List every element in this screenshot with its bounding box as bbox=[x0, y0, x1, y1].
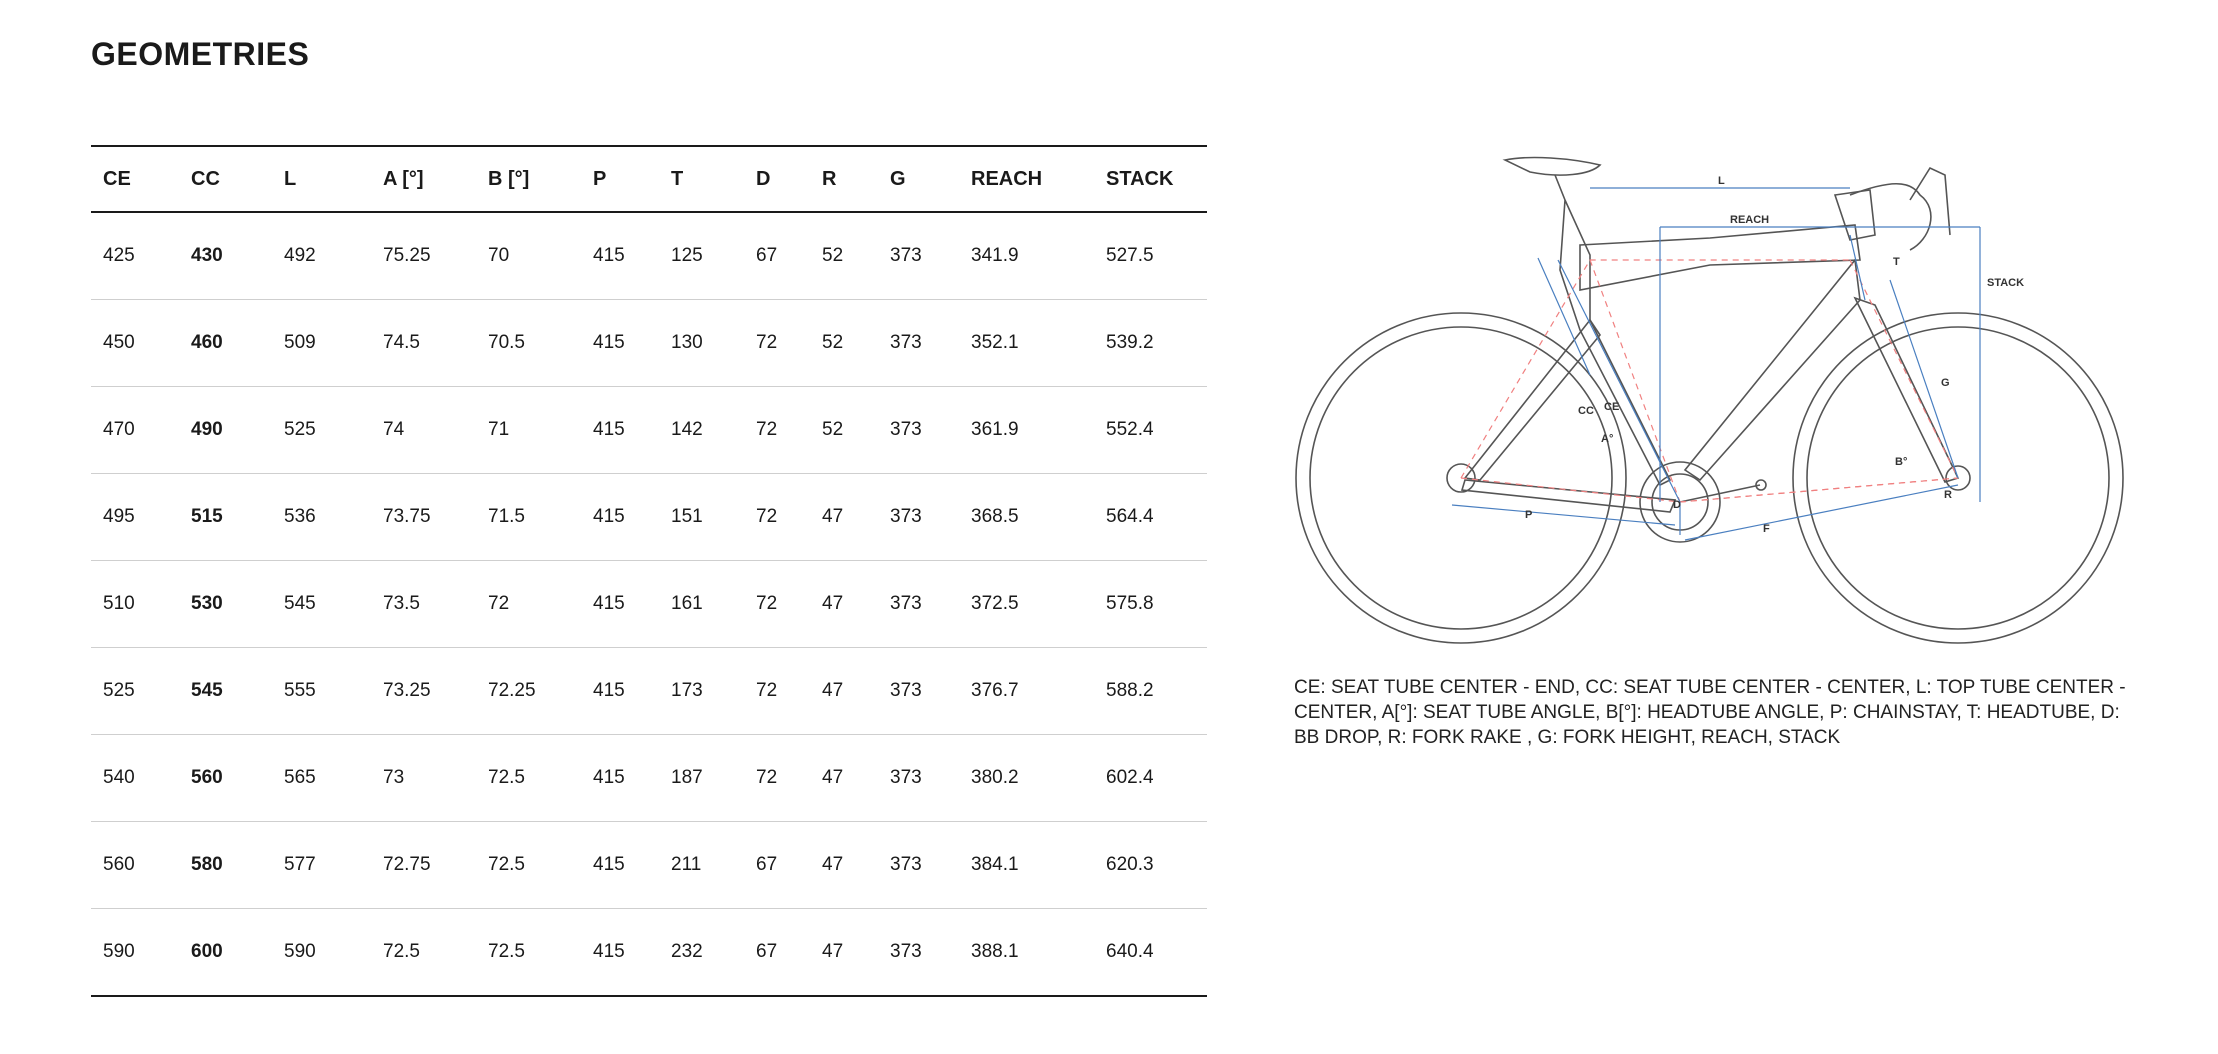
cell-ce: 510 bbox=[91, 561, 179, 648]
cell-r: 52 bbox=[810, 387, 878, 474]
cell-a: 73.5 bbox=[371, 561, 476, 648]
table-row bbox=[91, 387, 1207, 474]
cell-d: 72 bbox=[744, 474, 810, 561]
cell-stack: 527.5 bbox=[1094, 212, 1207, 300]
cell-p: 415 bbox=[581, 822, 659, 909]
cell-g: 373 bbox=[878, 822, 959, 909]
cell-b: 72.5 bbox=[476, 735, 581, 822]
cell-r: 47 bbox=[810, 561, 878, 648]
cell-g: 373 bbox=[878, 387, 959, 474]
col-header-g: G bbox=[878, 146, 959, 212]
cell-d: 67 bbox=[744, 822, 810, 909]
cell-g: 373 bbox=[878, 474, 959, 561]
label-reach: REACH bbox=[1730, 214, 1770, 226]
table-row bbox=[91, 822, 1207, 909]
cell-l: 577 bbox=[272, 822, 371, 909]
col-header-r: R bbox=[810, 146, 878, 212]
saddle bbox=[1505, 158, 1600, 176]
cell-l: 545 bbox=[272, 561, 371, 648]
label-cc: CC bbox=[1578, 405, 1594, 417]
cell-cc: 530 bbox=[179, 561, 272, 648]
cell-g: 373 bbox=[878, 648, 959, 735]
geometry-table bbox=[91, 145, 1207, 997]
cell-a: 74 bbox=[371, 387, 476, 474]
label-l: L bbox=[1718, 175, 1725, 187]
cell-a: 74.5 bbox=[371, 300, 476, 387]
frame-seat-stay bbox=[1465, 320, 1600, 480]
cell-reach: 341.9 bbox=[959, 212, 1094, 300]
cell-p: 415 bbox=[581, 212, 659, 300]
cell-t: 151 bbox=[659, 474, 744, 561]
cell-a: 73.75 bbox=[371, 474, 476, 561]
cell-reach: 352.1 bbox=[959, 300, 1094, 387]
cell-p: 415 bbox=[581, 648, 659, 735]
header-row bbox=[91, 146, 1207, 212]
cell-p: 415 bbox=[581, 735, 659, 822]
cell-l: 492 bbox=[272, 212, 371, 300]
cell-ce: 425 bbox=[91, 212, 179, 300]
col-header-t: T bbox=[659, 146, 744, 212]
cell-r: 47 bbox=[810, 474, 878, 561]
cell-b: 71.5 bbox=[476, 474, 581, 561]
cell-l: 525 bbox=[272, 387, 371, 474]
col-header-l: L bbox=[272, 146, 371, 212]
cell-reach: 388.1 bbox=[959, 909, 1094, 997]
cell-t: 211 bbox=[659, 822, 744, 909]
cell-r: 47 bbox=[810, 822, 878, 909]
cell-b: 72.5 bbox=[476, 822, 581, 909]
cell-g: 373 bbox=[878, 300, 959, 387]
table-row bbox=[91, 735, 1207, 822]
cell-d: 72 bbox=[744, 561, 810, 648]
cell-b: 72.25 bbox=[476, 648, 581, 735]
cell-g: 373 bbox=[878, 735, 959, 822]
cell-stack: 539.2 bbox=[1094, 300, 1207, 387]
cell-stack: 640.4 bbox=[1094, 909, 1207, 997]
cell-b: 70.5 bbox=[476, 300, 581, 387]
cell-p: 415 bbox=[581, 474, 659, 561]
label-a: A° bbox=[1601, 433, 1614, 445]
geometry-table-body bbox=[91, 212, 1207, 996]
cell-t: 173 bbox=[659, 648, 744, 735]
cell-t: 142 bbox=[659, 387, 744, 474]
cell-b: 71 bbox=[476, 387, 581, 474]
col-header-d: D bbox=[744, 146, 810, 212]
col-header-p: P bbox=[581, 146, 659, 212]
fork bbox=[1855, 298, 1958, 482]
seatpost bbox=[1555, 175, 1565, 200]
cell-b: 72 bbox=[476, 561, 581, 648]
cell-p: 415 bbox=[581, 300, 659, 387]
cell-a: 75.25 bbox=[371, 212, 476, 300]
cell-cc: 545 bbox=[179, 648, 272, 735]
table-row bbox=[91, 561, 1207, 648]
label-stack: STACK bbox=[1987, 277, 2025, 289]
table-row bbox=[91, 300, 1207, 387]
cell-cc: 560 bbox=[179, 735, 272, 822]
cell-ce: 560 bbox=[91, 822, 179, 909]
cell-cc: 515 bbox=[179, 474, 272, 561]
cell-reach: 380.2 bbox=[959, 735, 1094, 822]
label-r: R bbox=[1944, 489, 1952, 501]
cell-b: 72.5 bbox=[476, 909, 581, 997]
cell-reach: 372.5 bbox=[959, 561, 1094, 648]
cell-reach: 368.5 bbox=[959, 474, 1094, 561]
cell-cc: 580 bbox=[179, 822, 272, 909]
col-header-b: B [°] bbox=[476, 146, 581, 212]
cell-p: 415 bbox=[581, 561, 659, 648]
cell-l: 565 bbox=[272, 735, 371, 822]
cell-d: 72 bbox=[744, 648, 810, 735]
cell-r: 52 bbox=[810, 300, 878, 387]
table-row bbox=[91, 909, 1207, 997]
geometry-legend: CE: SEAT TUBE CENTER - END, CC: SEAT TUBE CENTER - CENTER, L: TOP TUBE CENTER - CENTER, A[°]: SEAT TUBE ANGLE, B[°]: HEADTUBE ANGLE, P: CHAINSTAY, T: HEADTUBE, D: BB DROP, R: FORK RAKE , G: FORK HEIGHT, REACH, STACK bbox=[1294, 677, 2126, 748]
cell-stack: 588.2 bbox=[1094, 648, 1207, 735]
frame-top-tube bbox=[1580, 225, 1860, 290]
cell-stack: 620.3 bbox=[1094, 822, 1207, 909]
label-ce: CE bbox=[1604, 401, 1620, 413]
cell-t: 161 bbox=[659, 561, 744, 648]
dimension-lines bbox=[1452, 188, 1980, 540]
cell-r: 47 bbox=[810, 648, 878, 735]
cell-d: 72 bbox=[744, 735, 810, 822]
label-f: F bbox=[1763, 523, 1770, 535]
cell-r: 47 bbox=[810, 735, 878, 822]
cell-stack: 552.4 bbox=[1094, 387, 1207, 474]
cell-d: 67 bbox=[744, 212, 810, 300]
col-header-a: A [°] bbox=[371, 146, 476, 212]
page-title: GEOMETRIES bbox=[91, 36, 310, 72]
cell-a: 73 bbox=[371, 735, 476, 822]
cell-ce: 525 bbox=[91, 648, 179, 735]
cell-l: 509 bbox=[272, 300, 371, 387]
head-tube bbox=[1835, 190, 1875, 240]
bike-geometry-diagram bbox=[1290, 140, 2130, 660]
cell-ce: 540 bbox=[91, 735, 179, 822]
cell-t: 187 bbox=[659, 735, 744, 822]
cell-reach: 361.9 bbox=[959, 387, 1094, 474]
cell-r: 52 bbox=[810, 212, 878, 300]
cell-r: 47 bbox=[810, 909, 878, 997]
cell-stack: 602.4 bbox=[1094, 735, 1207, 822]
cell-a: 72.5 bbox=[371, 909, 476, 997]
cell-ce: 470 bbox=[91, 387, 179, 474]
cell-cc: 490 bbox=[179, 387, 272, 474]
cell-t: 232 bbox=[659, 909, 744, 997]
cell-d: 67 bbox=[744, 909, 810, 997]
label-b: B° bbox=[1895, 456, 1908, 468]
cell-p: 415 bbox=[581, 909, 659, 997]
frame-guide-lines bbox=[1461, 260, 1958, 502]
cell-d: 72 bbox=[744, 387, 810, 474]
cell-t: 125 bbox=[659, 212, 744, 300]
col-header-stack: STACK bbox=[1094, 146, 1207, 212]
cell-l: 536 bbox=[272, 474, 371, 561]
cell-reach: 376.7 bbox=[959, 648, 1094, 735]
cell-ce: 495 bbox=[91, 474, 179, 561]
table-row bbox=[91, 474, 1207, 561]
cell-g: 373 bbox=[878, 561, 959, 648]
cell-g: 373 bbox=[878, 212, 959, 300]
cell-reach: 384.1 bbox=[959, 822, 1094, 909]
cell-cc: 600 bbox=[179, 909, 272, 997]
cell-stack: 564.4 bbox=[1094, 474, 1207, 561]
label-d: D bbox=[1673, 499, 1681, 511]
col-header-cc: CC bbox=[179, 146, 272, 212]
label-t: T bbox=[1893, 256, 1900, 268]
table-row bbox=[91, 648, 1207, 735]
cell-a: 73.25 bbox=[371, 648, 476, 735]
cell-stack: 575.8 bbox=[1094, 561, 1207, 648]
cell-cc: 430 bbox=[179, 212, 272, 300]
cell-cc: 460 bbox=[179, 300, 272, 387]
cell-p: 415 bbox=[581, 387, 659, 474]
cell-ce: 590 bbox=[91, 909, 179, 997]
label-g: G bbox=[1941, 377, 1950, 389]
cell-l: 590 bbox=[272, 909, 371, 997]
cell-b: 70 bbox=[476, 212, 581, 300]
cell-d: 72 bbox=[744, 300, 810, 387]
cell-a: 72.75 bbox=[371, 822, 476, 909]
cell-t: 130 bbox=[659, 300, 744, 387]
label-p: P bbox=[1525, 509, 1533, 521]
cell-ce: 450 bbox=[91, 300, 179, 387]
cell-l: 555 bbox=[272, 648, 371, 735]
col-header-ce: CE bbox=[91, 146, 179, 212]
col-header-reach: REACH bbox=[959, 146, 1094, 212]
table-row bbox=[91, 212, 1207, 300]
cell-g: 373 bbox=[878, 909, 959, 997]
